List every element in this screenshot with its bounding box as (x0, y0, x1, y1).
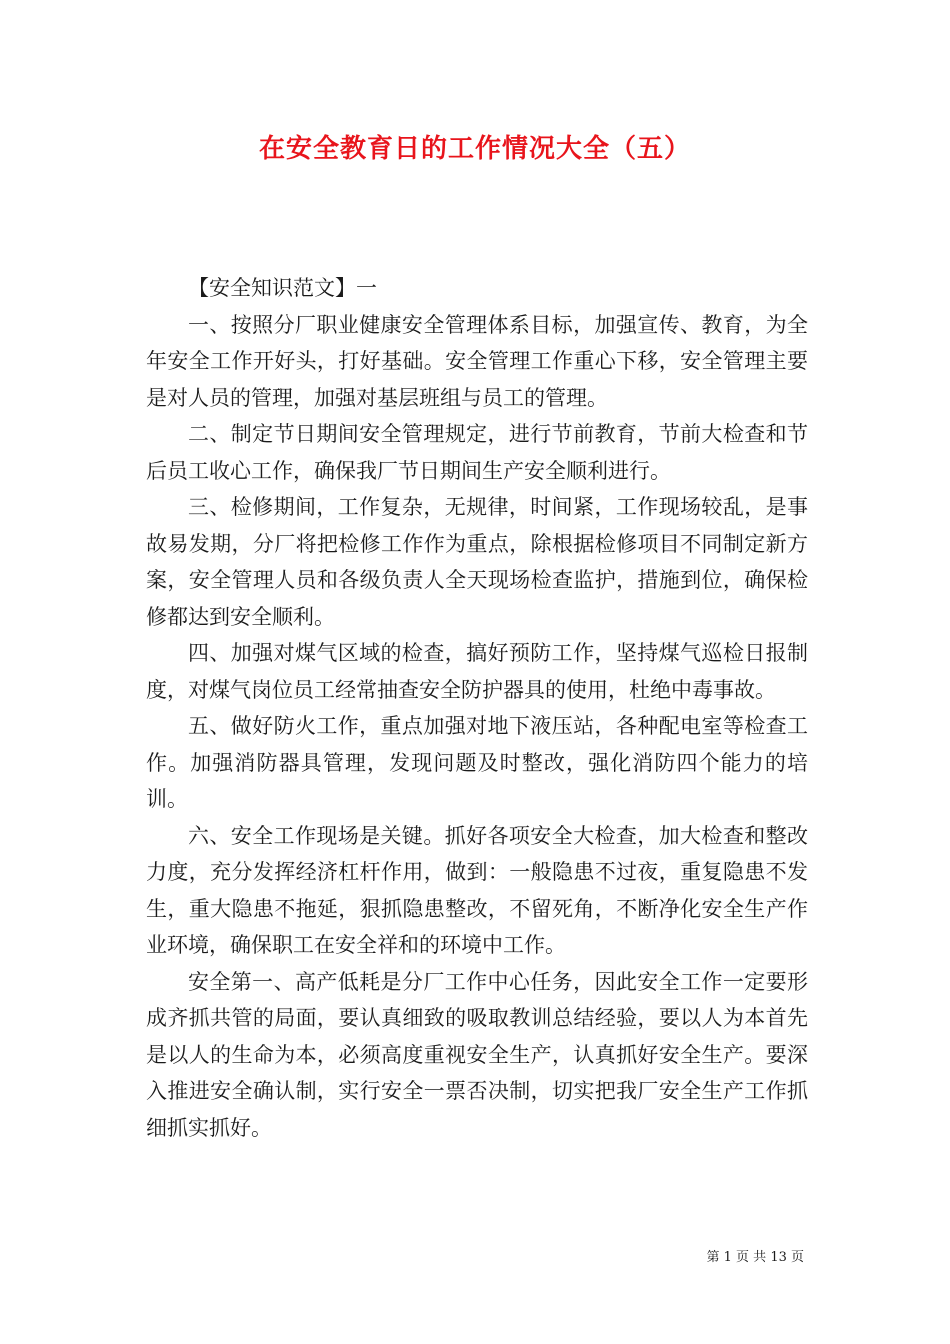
paragraph: 二、制定节日期间安全管理规定，进行节前教育，节前大检查和节后员工收心工作，确保我厂节日期间生产安全顺利进行。 (146, 422, 808, 483)
document-body (146, 270, 808, 1146)
paragraph: 三、检修期间，工作复杂，无规律，时间紧，工作现场较乱，是事故易发期，分厂将把检修工作作为重点，除根据检修项目不同制定新方案，安全管理人员和各级负责人全天现场检查监护，措施到位，确保检修都达到安全顺利。 (146, 495, 808, 629)
paragraph-heading: 【安全知识范文】一 (188, 276, 377, 300)
paragraph: 一、按照分厂职业健康安全管理体系目标，加强宣传、教育，为全年安全工作开好头，打好基础。安全管理工作重心下移，安全管理主要是对人员的管理，加强对基层班组与员工的管理。 (146, 312, 808, 410)
paragraph: 五、做好防火工作，重点加强对地下液压站，各种配电室等检查工作。加强消防器具管理，发现问题及时整改，强化消防四个能力的培训。 (146, 714, 808, 811)
paragraph: 六、安全工作现场是关键。抓好各项安全大检查，加大检查和整改力度，充分发挥经济杠杆作用，做到：一般隐患不过夜，重复隐患不发生，重大隐患不拖延，狠抓隐患整改，不留死角，不断净化安全生产作业环境，确保职工在安全祥和的环境中工作。 (146, 823, 808, 957)
document-title: 在安全教育日的工作情况大全（五） (258, 134, 691, 164)
paragraph: 安全第一、高产低耗是分厂工作中心任务，因此安全工作一定要形成齐抓共管的局面，要认真细致的吸取教训总结经验，要以人为本首先是以人的生命为本，必须高度重视安全生产，认真抓好安全生产。要深入推进安全确认制，实行安全一票否决制，切实把我厂安全生产工作抓细抓实抓好。 (146, 969, 808, 1140)
page-number-footer: 第 1 页 共 13 页 (706, 1250, 804, 1265)
paragraph: 四、加强对煤气区域的检查，搞好预防工作，坚持煤气巡检日报制度，对煤气岗位员工经常抽查安全防护器具的使用，杜绝中毒事故。 (146, 641, 808, 702)
